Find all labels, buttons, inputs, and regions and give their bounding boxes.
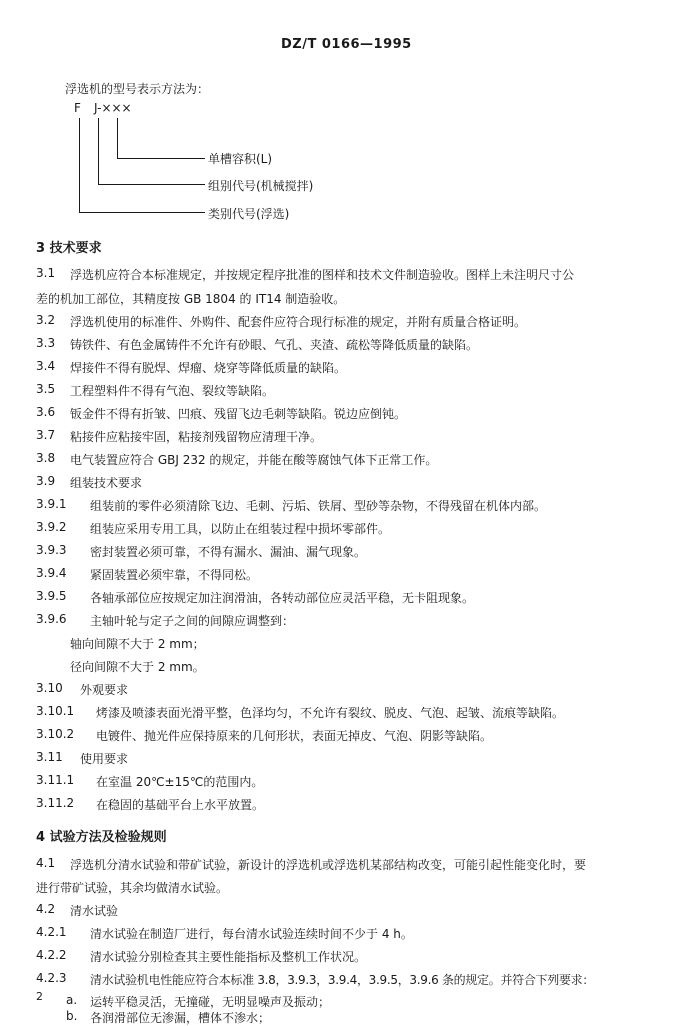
clause-text: 清水试验机电性能应符合本标准 3.8，3.9.3，3.9.4，3.9.5，3.9.6 条的规定。并符合下列要求： [90, 973, 595, 987]
clause-text: 浮选机应符合本标准规定，并按规定程序批准的图样和技术文件制造验收。图样上未注明尺寸公 [70, 268, 575, 282]
clause-num: 3.10 [36, 681, 63, 695]
clause-num: 3.3 [36, 336, 56, 350]
clause-text: 电气装置应符合 GBJ 232 的规定，并能在酸等腐蚀气体下正常工作。 [70, 453, 438, 467]
clause-num: 3.6 [36, 405, 56, 419]
bracket-line-category-h [79, 212, 205, 213]
clause-num: 3.10.1 [36, 704, 75, 718]
clause-num: 3.9.4 [36, 566, 67, 580]
clause-num: 3.7 [36, 428, 56, 442]
list-item-text: 运转平稳灵活，无撞碰，无明显噪声及振动； [90, 995, 331, 1009]
clause-text-continued: 差的机加工部位，其精度按 GB 1804 的 IT14 制造验收。 [36, 292, 346, 306]
notation-intro: 浮选机的型号表示方法为： [65, 82, 210, 96]
list-marker: a. [66, 993, 78, 1007]
label-volume: 单槽容积(L) [208, 152, 273, 166]
clause-num: 3.9.5 [36, 589, 67, 603]
clause-subline: 轴向间隙不大于 2 mm； [70, 637, 205, 651]
clause-num: 3.11.1 [36, 773, 75, 787]
clause-num: 3.1 [36, 266, 56, 280]
clause-text: 钣金件不得有折皱、凹痕、残留飞边毛刺等缺陷。锐边应倒钝。 [70, 407, 407, 421]
clause-text: 电镀件、抛光件应保持原来的几何形状，表面无掉皮、气泡、阴影等缺陷。 [96, 729, 493, 743]
clause-num: 3.8 [36, 451, 56, 465]
clause-num: 3.9.6 [36, 612, 67, 626]
list-marker: b. [66, 1009, 78, 1023]
page-number: 2 [36, 990, 43, 1003]
clause-num: 3.9.3 [36, 543, 67, 557]
clause-text: 使用要求 [80, 752, 129, 766]
clause-text: 清水试验分别检查其主要性能指标及整机工作状况。 [90, 950, 367, 964]
list-item-text: 各润滑部位无渗漏，槽体不渗水； [90, 1011, 271, 1025]
label-group: 组别代号(机械搅拌) [208, 179, 314, 193]
clause-text: 外观要求 [80, 683, 129, 697]
clause-text: 紧固装置必须牢靠，不得同松。 [90, 568, 259, 582]
bracket-line-category-v [79, 118, 80, 213]
clause-text: 清水试验 [70, 904, 119, 918]
clause-num: 3.11 [36, 750, 63, 764]
clause-subline: 径向间隙不大于 2 mm。 [70, 660, 205, 674]
clause-text: 主轴叶轮与定子之间的间隙应调整到： [90, 614, 295, 628]
clause-num: 3.2 [36, 313, 56, 327]
clause-num: 4.2.2 [36, 948, 67, 962]
clause-num: 3.9.1 [36, 497, 67, 511]
clause-num: 3.4 [36, 359, 56, 373]
bracket-line-group-h [98, 184, 205, 185]
clause-num: 3.9 [36, 474, 56, 488]
section-4-title: 4 试验方法及检验规则 [36, 830, 167, 845]
clause-num: 4.2 [36, 902, 56, 916]
clause-text: 工程塑料件不得有气泡、裂纹等缺陷。 [70, 384, 275, 398]
label-category: 类别代号(浮选) [208, 207, 290, 221]
clause-text: 密封装置必须可靠，不得有漏水、漏油、漏气现象。 [90, 545, 367, 559]
clause-text: 铸铁件、有色金属铸件不允许有砂眼、气孔、夹渣、疏松等降低质量的缺陷。 [70, 338, 479, 352]
clause-text: 组装技术要求 [70, 476, 143, 490]
clause-num: 3.9.2 [36, 520, 67, 534]
clause-text: 清水试验在制造厂进行，每台清水试验连续时间不少于 4 h。 [90, 927, 413, 941]
code-letter-f: F [74, 101, 81, 115]
clause-text: 各轴承部位应按规定加注润滑油，各转动部位应灵活平稳，无卡阻现象。 [90, 591, 475, 605]
bracket-line-volume-h [117, 158, 205, 159]
clause-text: 浮选机使用的标准件、外购件、配套件应符合现行标准的规定，并附有质量合格证明。 [70, 315, 527, 329]
clause-num: 4.2.3 [36, 971, 67, 985]
clause-text: 浮选机分清水试验和带矿试验，新设计的浮选机或浮选机某部结构改变，可能引起性能变化时，要 [70, 858, 587, 872]
clause-text: 烤漆及喷漆表面光滑平整，色泽均匀，不允许有裂纹、脱皮、气泡、起皱、流痕等缺陷。 [96, 706, 565, 720]
bracket-line-volume-v [117, 118, 118, 159]
clause-num: 4.1 [36, 856, 56, 870]
bracket-line-group-v [98, 118, 99, 185]
code-rest: J-××× [94, 101, 132, 115]
clause-text: 在稳固的基础平台上水平放置。 [96, 798, 265, 812]
standard-number-header: DZ/T 0166—1995 [281, 37, 412, 52]
clause-text-continued: 进行带矿试验，其余均做清水试验。 [36, 881, 229, 895]
clause-text: 组装前的零件必须清除飞边、毛刺、污垢、铁屑、型砂等杂物，不得残留在机体内部。 [90, 499, 547, 513]
clause-num: 3.10.2 [36, 727, 75, 741]
clause-text: 粘接件应粘接牢固，粘接剂残留物应清理干净。 [70, 430, 323, 444]
section-3-title: 3 技术要求 [36, 241, 102, 256]
clause-num: 4.2.1 [36, 925, 67, 939]
clause-num: 3.5 [36, 382, 56, 396]
clause-text: 在室温 20℃±15℃的范围内。 [96, 775, 264, 789]
clause-num: 3.11.2 [36, 796, 75, 810]
clause-text: 组装应采用专用工具，以防止在组装过程中损坏零部件。 [90, 522, 391, 536]
clause-text: 焊接件不得有脱焊、焊瘤、烧穿等降低质量的缺陷。 [70, 361, 347, 375]
